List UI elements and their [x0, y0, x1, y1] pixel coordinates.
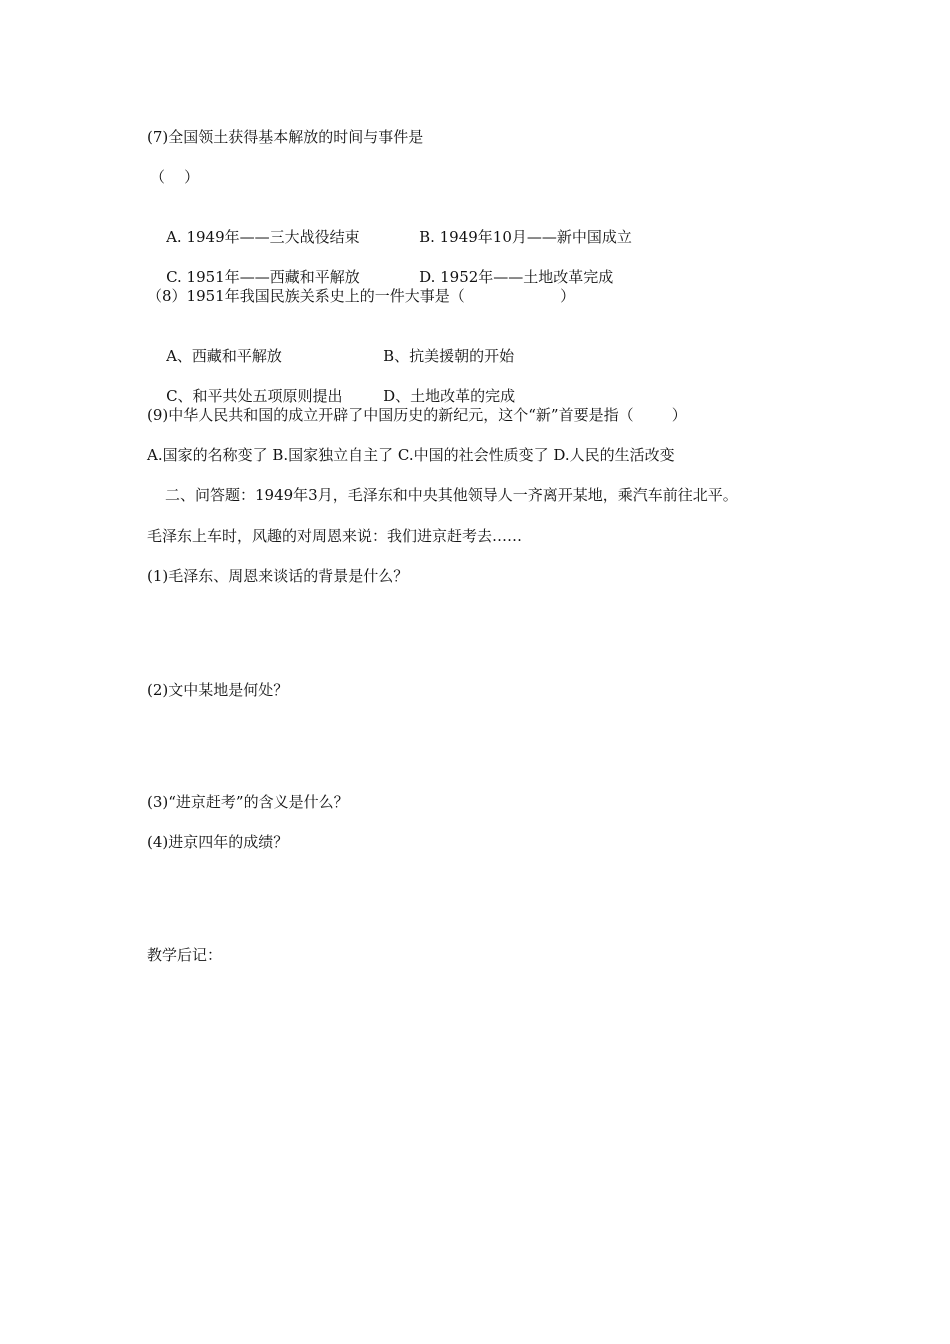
q7-option-a: A. 1949年——三大战役结束 [166, 228, 360, 246]
q7-option-c: C. 1951年——西藏和平解放 [166, 268, 360, 286]
q9-options: A.国家的名称变了 B.国家独立自主了 C.中国的社会性质变了 D.人民的生活改变 [147, 446, 675, 464]
q7-option-b: B. 1949年10月——新中国成立 [419, 228, 632, 246]
teaching-notes-label: 教学后记： [147, 946, 223, 964]
q9-stem: (9)中华人民共和国的成立开辟了中国历史的新纪元，这个“新”首要是指（ ） [147, 406, 687, 424]
q7-option-d: D. 1952年——土地改革完成 [419, 268, 614, 286]
q8-option-c: C、和平共处五项原则提出 [166, 387, 343, 405]
section2-question-4: (4)进京四年的成绩？ [147, 833, 289, 851]
q8-stem: （8）1951年我国民族关系史上的一件大事是（ ） [147, 287, 576, 305]
q8-option-a: A、西藏和平解放 [166, 347, 282, 365]
section2-intro-2: 毛泽东上车时，风趣的对周恩来说：我们进京赶考去…… [147, 527, 523, 545]
q8-option-b: B、抗美援朝的开始 [383, 347, 515, 365]
section2-question-2: (2)文中某地是何处？ [147, 681, 289, 699]
section2-question-1: (1)毛泽东、周恩来谈话的背景是什么？ [147, 567, 409, 585]
q7-answer-paren: （ ） [150, 168, 200, 186]
q7-stem: (7)全国领土获得基本解放的时间与事件是 [147, 128, 424, 146]
section2-question-3: (3)“进京赶考”的含义是什么？ [147, 793, 349, 811]
section2-intro-1: 二、问答题：1949年3月，毛泽东和中央其他领导人一齐离开某地，乘汽车前往北平。 [165, 486, 738, 504]
q8-option-d: D、土地改革的完成 [383, 387, 516, 405]
